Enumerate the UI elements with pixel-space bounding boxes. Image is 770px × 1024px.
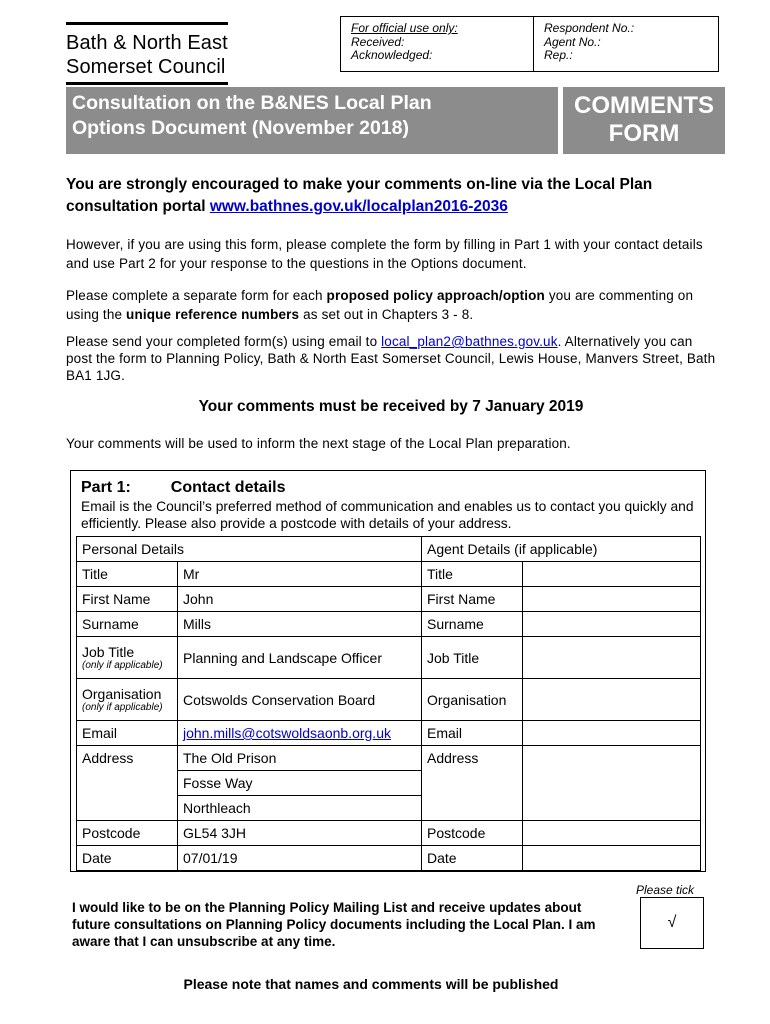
agent-date-field[interactable]	[523, 846, 701, 871]
acknowledged-label: Acknowledged:	[351, 48, 433, 62]
received-label: Received:	[351, 34, 405, 49]
tick-mark: √	[667, 914, 677, 931]
part1-label: Part 1:	[81, 479, 131, 496]
table-row	[77, 721, 701, 746]
para3-text-a: Please send your completed form(s) using email to	[66, 334, 382, 349]
para2-text-a: Please complete a separate form for each	[66, 288, 327, 303]
personal-job-title-field[interactable]: Planning and Landscape Officer	[178, 637, 422, 679]
surname-label: Surname	[77, 612, 178, 637]
banner-title-line-2: Options Document (November 2018)	[72, 117, 409, 139]
organisation-label: Organisation	[82, 685, 162, 702]
personal-organisation-field[interactable]: Cotswolds Conservation Board	[178, 679, 422, 721]
postcode-label: Postcode	[77, 821, 178, 846]
email-label: Email	[77, 721, 178, 746]
mailing-list-checkbox[interactable]	[640, 897, 704, 949]
official-use-column	[341, 17, 534, 71]
personal-title-field[interactable]: Mr	[178, 562, 422, 587]
agent-organisation-field[interactable]	[523, 679, 701, 721]
part1-contact-details	[70, 470, 706, 872]
lead-text: You are strongly encouraged to make your comments on-line via the Local Plan consultation portal	[66, 176, 653, 215]
personal-first-name-field[interactable]: John	[178, 587, 422, 612]
mailing-list-statement: I would like to be on the Planning Policy Mailing List and receive updates about future consultations on Planning Policy documents including the Local Plan. I am aware that I can unsubscribe at any time.	[72, 900, 596, 949]
agent-title-label: Title	[422, 562, 523, 587]
table-row	[77, 821, 701, 846]
instructions-paragraph-2	[66, 286, 716, 324]
banner-title-line-1: Consultation on the B&NES Local Plan	[72, 92, 432, 114]
job-title-only-if: (only if applicable)	[82, 659, 163, 671]
logo-line-2: Somerset Council	[66, 56, 226, 78]
official-use-box	[340, 16, 719, 72]
agent-job-title-field[interactable]	[523, 637, 701, 679]
agent-email-label: Email	[422, 721, 523, 746]
deadline-heading: Your comments must be received by 7 January 2019	[198, 398, 584, 415]
personal-postcode-field[interactable]: GL54 3JH	[178, 821, 422, 846]
table-row	[77, 562, 701, 587]
agent-details-header: Agent Details (if applicable)	[422, 537, 701, 562]
personal-address-line-3[interactable]: Northleach	[178, 796, 422, 821]
email-link[interactable]: local_plan2@bathnes.gov.uk	[381, 334, 558, 349]
agent-first-name-field[interactable]	[523, 587, 701, 612]
table-row	[77, 612, 701, 637]
contact-details-table	[76, 536, 701, 871]
table-header-row	[77, 537, 701, 562]
personal-surname-field[interactable]: Mills	[178, 612, 422, 637]
title-label: Title	[77, 562, 178, 587]
para2-bold-reference: unique reference numbers	[126, 307, 300, 322]
official-use-heading: For official use only:	[351, 21, 458, 35]
respondent-column	[534, 17, 718, 71]
agent-address-label: Address	[422, 746, 523, 821]
portal-link[interactable]: www.bathnes.gov.uk/localplan2016-2036	[209, 198, 508, 215]
address-label: Address	[77, 746, 178, 821]
table-row	[77, 746, 701, 771]
first-name-label: First Name	[77, 587, 178, 612]
table-row	[77, 679, 701, 721]
organisation-only-if: (only if applicable)	[82, 701, 163, 713]
banner-form-line-2: FORM	[608, 120, 680, 147]
table-row	[77, 637, 701, 679]
instructions-paragraph-3	[66, 333, 716, 384]
rep-label: Rep.:	[544, 48, 573, 62]
agent-surname-field[interactable]	[523, 612, 701, 637]
comments-form-banner	[563, 87, 725, 154]
personal-email-field[interactable]	[178, 721, 422, 746]
logo-top-rule	[66, 22, 228, 25]
logo-line-1: Bath & North East	[66, 32, 228, 54]
para2-text-e: as set out in Chapters 3 - 8.	[299, 307, 474, 322]
agent-address-field[interactable]	[523, 746, 701, 821]
job-title-label-cell	[77, 637, 178, 679]
personal-date-field[interactable]: 07/01/19	[178, 846, 422, 871]
council-logo	[66, 22, 232, 85]
para2-bold-option: proposed policy approach/option	[326, 288, 545, 303]
online-encouragement	[66, 174, 716, 218]
agent-first-name-label: First Name	[422, 587, 523, 612]
agent-date-label: Date	[422, 846, 523, 871]
instructions-paragraph-4: Your comments will be used to inform the next stage of the Local Plan preparation.	[66, 436, 571, 451]
personal-details-header: Personal Details	[77, 537, 422, 562]
agent-email-field[interactable]	[523, 721, 701, 746]
job-title-label: Job Title	[82, 643, 135, 660]
agent-postcode-label: Postcode	[422, 821, 523, 846]
logo-bottom-rule	[66, 82, 228, 85]
agent-postcode-field[interactable]	[523, 821, 701, 846]
agent-organisation-label: Organisation	[422, 679, 523, 721]
personal-email-link[interactable]: john.mills@cotswoldsaonb.org.uk	[183, 725, 391, 741]
para3-text-b: . Alternatively you can post the form to Planning Policy, Bath & North East Somerset Council, Lewis House, Manvers Street, Bath BA1 1JG.	[66, 334, 716, 383]
agent-job-title-label: Job Title	[422, 637, 523, 679]
part1-description: Email is the Council’s preferred method of communication and enables us to contact you quickly and efficiently. Please also provide a postcode with details of your address.	[81, 499, 694, 531]
part1-heading	[81, 479, 285, 497]
instructions-paragraph-1: However, if you are using this form, please complete the form by filling in Part 1 with your contact details and use Part 2 for your response to the questions in the Options document.	[66, 237, 703, 271]
agent-no-label: Agent No.:	[544, 34, 601, 49]
respondent-no-label: Respondent No.:	[544, 21, 635, 35]
banner-form-line-1: COMMENTS	[574, 92, 714, 119]
table-row	[77, 846, 701, 871]
personal-address-line-2[interactable]: Fosse Way	[178, 771, 422, 796]
para2-text-c: you are commenting on using the	[66, 288, 694, 322]
please-tick-label: Please tick	[636, 883, 695, 897]
date-label: Date	[77, 846, 178, 871]
publication-note: Please note that names and comments will be published	[183, 976, 559, 992]
table-row	[77, 587, 701, 612]
consultation-title-banner	[66, 87, 558, 154]
part1-title: Contact details	[170, 479, 286, 496]
agent-title-field[interactable]	[523, 562, 701, 587]
personal-address-line-1[interactable]: The Old Prison	[178, 746, 422, 771]
agent-surname-label: Surname	[422, 612, 523, 637]
organisation-label-cell	[77, 679, 178, 721]
